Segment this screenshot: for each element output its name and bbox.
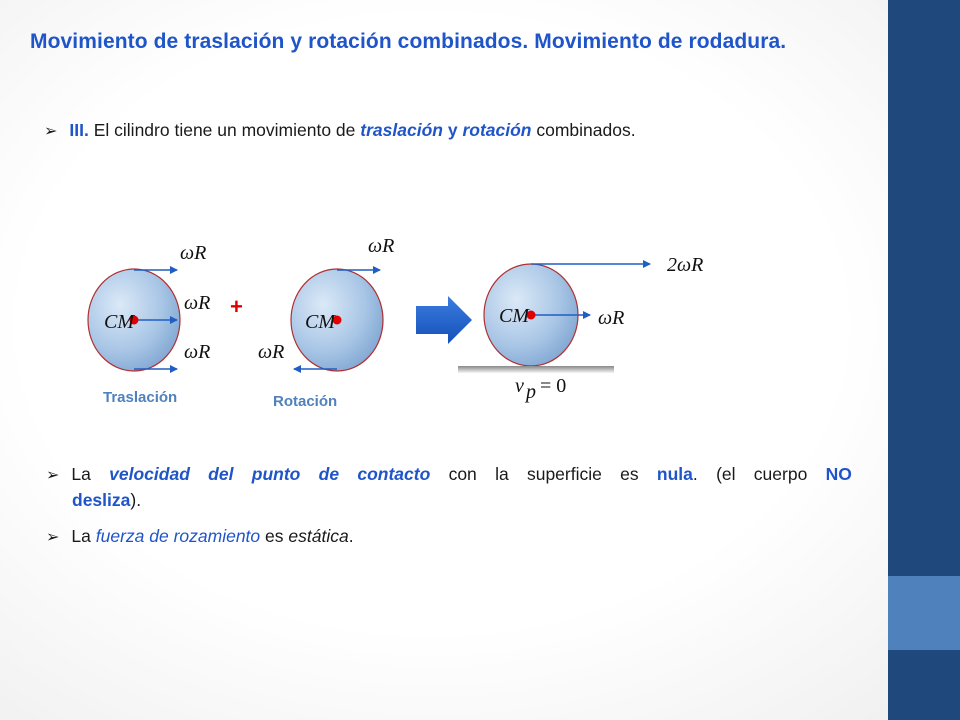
bullet2-line1 <box>46 462 852 488</box>
bullet2-line2 <box>46 488 852 513</box>
bullet1-part2: combinados. <box>536 120 636 140</box>
vp-subscript: p <box>526 381 536 403</box>
bullet-arrow-icon: ➢ <box>46 467 60 484</box>
result-arrow-icon <box>416 296 472 344</box>
rodadura-mid-wr: ωR <box>598 307 625 329</box>
traslacion-top-wr: ωR <box>180 242 207 264</box>
bullet2-word: (el <box>716 464 736 484</box>
bullet1-word-rotacion: rotación <box>462 120 532 140</box>
bullet-arrow-icon: ➢ <box>46 529 60 546</box>
bullet-arrow-icon: ➢ <box>44 123 58 140</box>
bullet2-word-desliza: desliza <box>72 490 131 510</box>
bullet2-word: del <box>208 464 234 484</box>
bullet2-word: de <box>318 464 340 484</box>
bullet3-end: . <box>348 526 354 546</box>
bullet1-word-traslacion: traslación <box>360 120 443 140</box>
rotacion-bottom-wr: ωR <box>258 341 285 363</box>
traslacion-label: Traslación <box>103 389 178 406</box>
plus-sign: + <box>230 294 243 319</box>
rotacion-top-wr: ωR <box>368 235 395 257</box>
bullet2-word: cuerpo <box>753 464 808 484</box>
traslacion-mid-wr: ωR <box>184 292 211 314</box>
bullet2-word: superficie <box>526 464 602 484</box>
rodadura-cm-label: CM <box>499 305 529 327</box>
bullet3-part1: La <box>71 526 91 546</box>
bullet2-word: la <box>495 464 509 484</box>
bullet2-word: con <box>448 464 477 484</box>
bullet2-word: La <box>71 464 91 484</box>
vp-symbol: v <box>515 375 524 397</box>
rotacion-group <box>258 235 394 410</box>
traslacion-group <box>88 242 210 406</box>
rodadura-top-2wr: 2ωR <box>667 254 704 276</box>
bullet2-word-no: NO <box>825 464 852 484</box>
bullet2-word: ). <box>130 490 142 510</box>
bullet2-word: . <box>692 464 698 484</box>
traslacion-bottom-wr: ωR <box>184 341 211 363</box>
vp-equals-zero: = 0 <box>540 375 567 397</box>
bullet-marker: III. <box>69 120 89 140</box>
bullet2-word-contacto: contacto <box>357 464 431 484</box>
bullet3-italic: estática <box>288 526 349 546</box>
bullet2-word: es <box>620 464 639 484</box>
bullet3-part2: es <box>265 526 284 546</box>
bullet1-part1: El cilindro tiene un movimiento de <box>93 120 356 140</box>
rodadura-group <box>458 254 703 403</box>
bullet2-word-velocidad: velocidad <box>109 464 190 484</box>
traslacion-cm-label: CM <box>104 311 134 333</box>
floor-surface <box>458 366 614 373</box>
bullet1-conj: y <box>447 120 458 140</box>
bullet-friction <box>46 526 354 547</box>
bullet3-highlight: fuerza de rozamiento <box>95 526 261 546</box>
bullet2-word-nula: nula <box>656 464 693 484</box>
bullet-contact-velocity <box>46 462 852 513</box>
rotacion-label: Rotación <box>273 393 338 410</box>
rotacion-cm-label: CM <box>305 311 335 333</box>
bullet2-word: punto <box>251 464 301 484</box>
slide-title: Movimiento de traslación y rotación combinados. Movimiento de rodadura. <box>30 30 787 53</box>
